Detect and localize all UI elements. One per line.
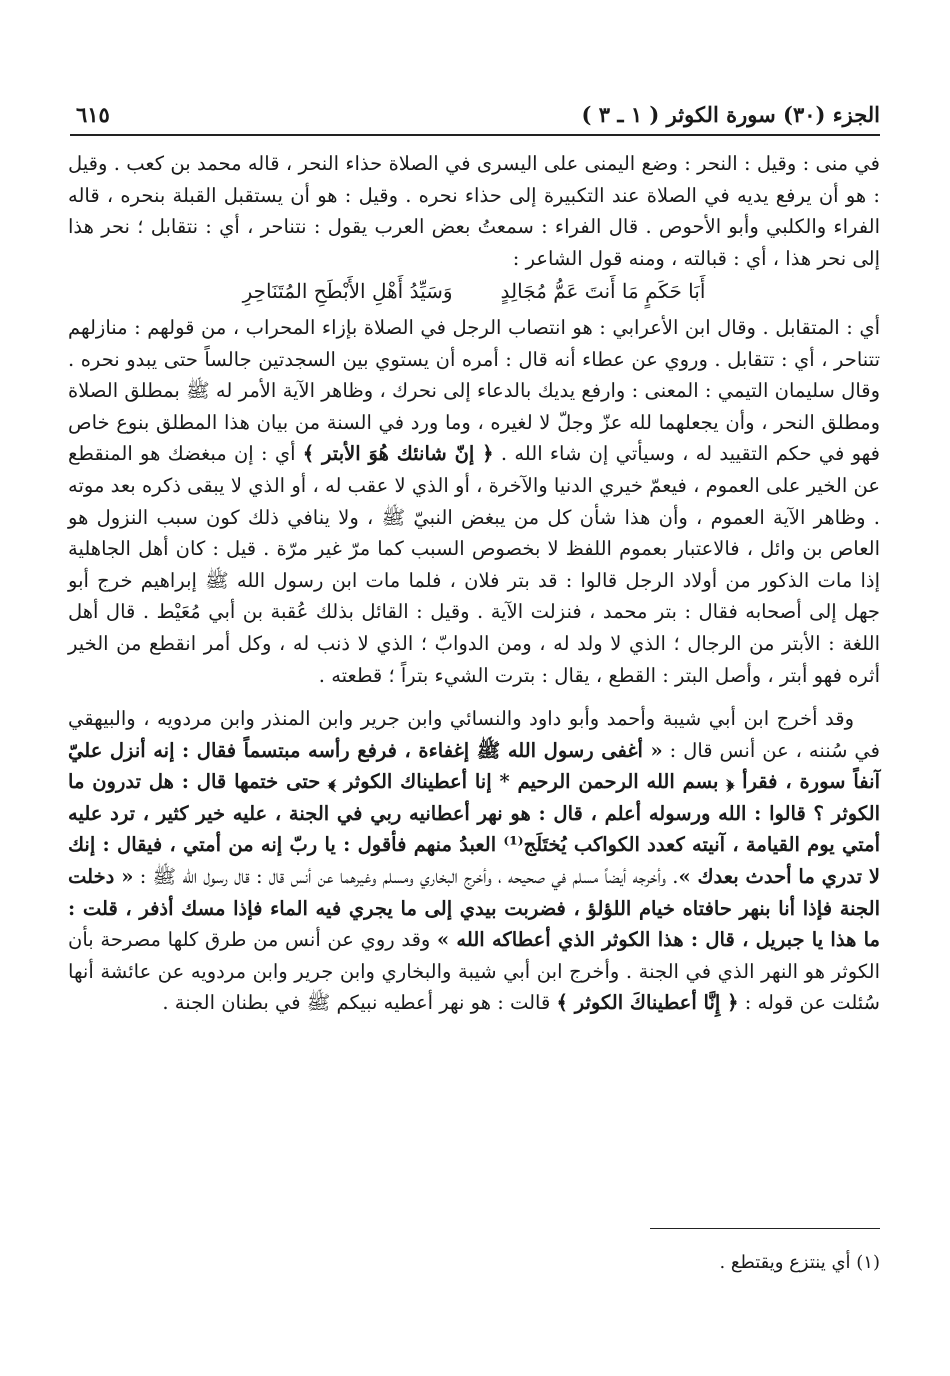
quran-quote-2: ﴿ إِنَّا أعطيناكَ الكوثر ﴾ <box>556 991 739 1015</box>
verse-first-half: أَبَا حَكَمٍ مَا أَنتَ عَمُّ مُجَالِدٍ <box>500 279 706 304</box>
page-body <box>68 148 880 1019</box>
footnote: (١) أي ينتزع ويقتطع . <box>719 1252 880 1273</box>
paragraph-2 <box>68 312 880 691</box>
paragraph-gap <box>68 691 880 703</box>
page-header <box>70 100 880 136</box>
footnote-divider <box>650 1228 880 1229</box>
paragraph-2-text: أي : المتقابل . وقال ابن الأعرابي : هو انتصاب الرجل في الصلاة بإزاء المحراب ، من قولهم : منازلهم تتناحر ، أي : تتقابل . وروي عن عطاء أنه قال : أمره أن يستوي بين السجدتين جالساً حتى يبدو نحره . وقال سليمان التيمي : المعنى : وارفع يديك بالدعاء إلى نحرك ، وظاهر الآية الأمر له ﷺ بمطلق الصلاة ومطلق النحر ، وأن يجعلهما لله عزّ وجلّ لا لغيره ، وما ورد في السنة من بيان هذا المطلق بنوع خاص فهو في حكم التقييد له ، وسيأتي إن شاء الله . <box>68 315 880 466</box>
paragraph-3-cont-2: وقد روي عن أنس من طرق كلها مصرحة بأن الكوثر هو النهر الذي في الجنة . وأخرج ابن أبي شيبة والبخاري وابن جرير وابن مردويه عن عائشة أنها سُئلت عن قوله : <box>68 928 880 1015</box>
paragraph-1: في منى : وقيل : النحر : وضع اليمنى على اليسرى في الصلاة حذاء النحر ، قاله محمد بن كعب . وقيل : هو أن يرفع يديه في الصلاة عند التكبيرة إلى حذاء نحره . وقيل : هو أن يستقبل القبلة بنحره ، قاله الفراء والكلبي وأبو الأحوص . قال الفراء : سمعتُ بعض العرب يقول : نتناحر ، أي : نتقابل ؛ نحر هذا إلى نحر هذا ، أي : قبالته ، ومنه قول الشاعر : <box>68 152 880 270</box>
quran-quote-1: ﴿ إنّ شانئك هُوَ الأبتر ﴾ <box>302 442 494 466</box>
hadith-1: « أغفى رسول الله ﷺ إغفاءة ، فرفع رأسه مبتسماً فقال : إنه أنزل عليّ آنفاً سورة ، فقرأ ﴿ بسم الله الرحمن الرحيم * إنا أعطيناك الكوثر ﴾ حتى ختمها قال : هل تدرون ما الكوثر ؟ قالوا : الله ورسوله أعلم ، قال : هو نهر أعطانيه ربي في الجنة ، عليه خير كثير ، ترد عليه أمتي يوم القيامة ، آنيته كعدد الكواكب يُختَلَج⁽¹⁾ العبدُ منهم فأقول : يا ربّ إنه من أمتي ، فيقال : إنك لا تدري ما أحدث بعدك » <box>68 738 880 889</box>
paragraph-3-text: وقد أخرج ابن أبي شيبة وأحمد وأبو داود والنسائي وابن جرير وابن المنذر وابن مردويه ، والبيهقي في سُننه ، عن أنس قال : <box>68 707 881 762</box>
paragraph-2-cont: أي : إن مبغضك هو المنقطع عن الخير على العموم ، فيعمّ خيري الدنيا والآخرة ، أو الذي لا عقب له ، أو الذي لا يبقى ذكره بعد موته . وظاهر الآية العموم ، وأن هذا شأن كل من يبغض النبيّ ﷺ ، ولا ينافي ذلك كون سبب النزول هو العاص بن وائل ، فالاعتبار بعموم اللفظ لا بخصوص السبب كما مرّ غير مرّة . قيل : كان أهل الجاهلية إذا مات الذكور من أولاد الرجل قالوا : قد بتر فلان ، فلما مات ابن رسول الله ﷺ إبراهيم خرج أبو جهل إلى أصحابه فقال : بتر محمد ، فنزلت الآية . وقيل : القائل بذلك عُقبة بن أبي مُعَيْط . قال أهل اللغة : الأبتر من الرجال ؛ الذي لا ولد له ، ومن الدوابّ ؛ الذي لا ذنب له ، وكل أمر انقطع من الخير أثره فهو أبتر ، وأصل البتر : القطع ، يقال : بترت الشيء بتراً ؛ قطعته . <box>68 442 880 687</box>
paragraph-3 <box>68 703 880 1019</box>
poetry-verse <box>68 276 880 308</box>
page-number: ٦١٥ <box>76 102 110 127</box>
paragraph-3-cont: . وأخرجه أيضاً مسلم في صحيحه ، وأخرج البخاري ومسلم وغيرهما عن أنس قال : قال رسول الله ﷺ : <box>139 865 679 889</box>
header-title: الجزء (٣٠) سورة الكوثر ( ١ ـ ٣ ) <box>581 102 880 127</box>
hadith-2: « دخلت الجنة فإذا أنا بنهر حافتاه خيام اللؤلؤ ، فضربت بيدي إلى ما يجري فيه الماء فإذا مسك أذفر ، قلت : ما هذا يا جبريل ، قال : هذا الكوثر الذي أعطاكه الله » <box>68 865 880 952</box>
verse-second-half: وَسَيِّدُ أَهْلِ الأَبْطَحِ المُتَنَاحِرِ <box>242 279 453 304</box>
paragraph-3-end: قالت : هو نهر أعطيه نبيكم ﷺ في بطنان الجنة . <box>162 991 551 1015</box>
